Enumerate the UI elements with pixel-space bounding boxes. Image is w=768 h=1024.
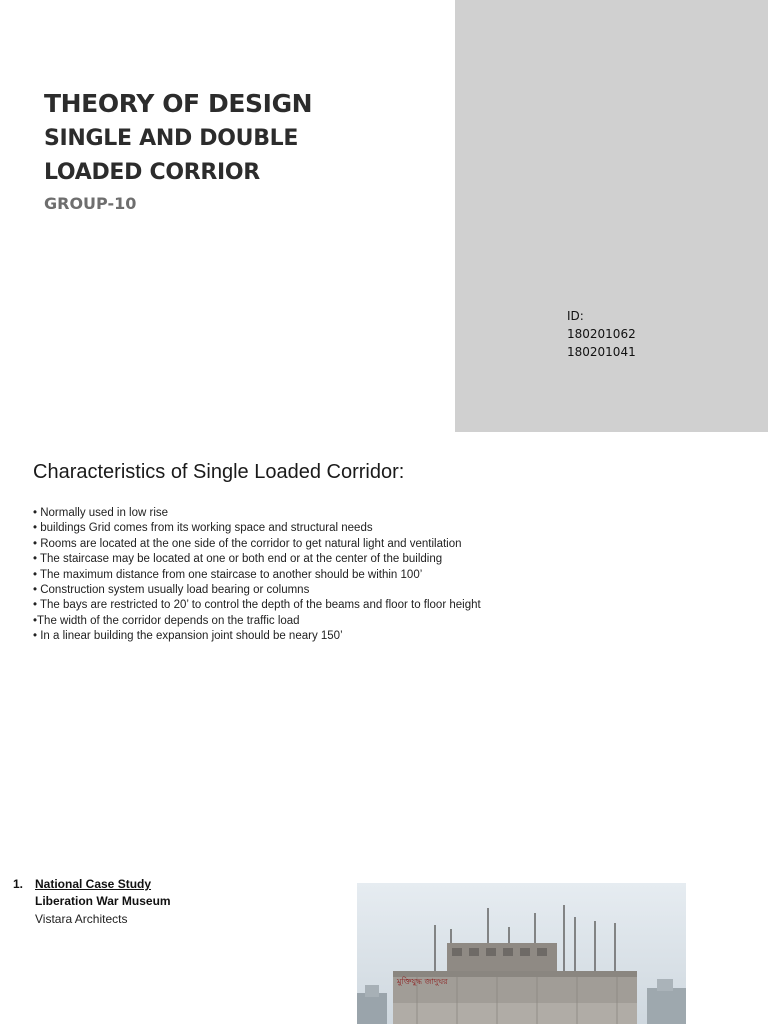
architect-name: Vistara Architects [35,912,128,926]
student-id-1: 180201062 [567,327,636,341]
building-photo [357,883,686,1024]
characteristics-heading: Characteristics of Single Loaded Corridor: [33,461,405,483]
subtitle-line-1: SINGLE AND DOUBLE [44,126,299,151]
subtitle-line-2: LOADED CORRIOR [44,160,260,185]
student-id-2: 180201041 [567,345,636,359]
case-study-title: National Case Study [35,877,152,891]
list-item: • Construction system usually load bearing or columns [33,584,310,597]
list-item: • Normally used in low rise [33,507,169,519]
characteristics-slide [0,432,768,848]
group-label: GROUP-10 [44,194,137,213]
case-number: 1. [13,877,24,891]
id-block [567,307,636,361]
list-item: • Rooms are located at the one side of the corridor to get natural light and ventilation [33,537,462,550]
case-study-slide [0,848,768,1024]
gray-side-panel [455,0,768,432]
building-sign: মুক্তিযুদ্ধ জাদুঘর [397,977,448,986]
list-item: • The staircase may be located at one or both end or at the center of the building [33,553,443,566]
list-item: • In a linear building the expansion joint should be neary 150’ [33,630,343,643]
main-title: THEORY OF DESIGN [44,89,313,118]
cover-slide [0,0,768,432]
museum-building-illustration [357,883,686,1024]
characteristics-list [33,506,481,645]
list-item: • The maximum distance from one staircase to another should be within 100’ [33,568,423,581]
list-item: • buildings Grid comes from its working space and structural needs [33,522,373,535]
building-name: Liberation War Museum [35,894,171,908]
title-block [44,86,444,216]
id-label: ID: [567,309,584,323]
list-item: • The bays are restricted to 20’ to control the depth of the beams and floor to floor height [33,599,481,612]
list-item: •The width of the corridor depends on the traffic load [33,614,300,627]
